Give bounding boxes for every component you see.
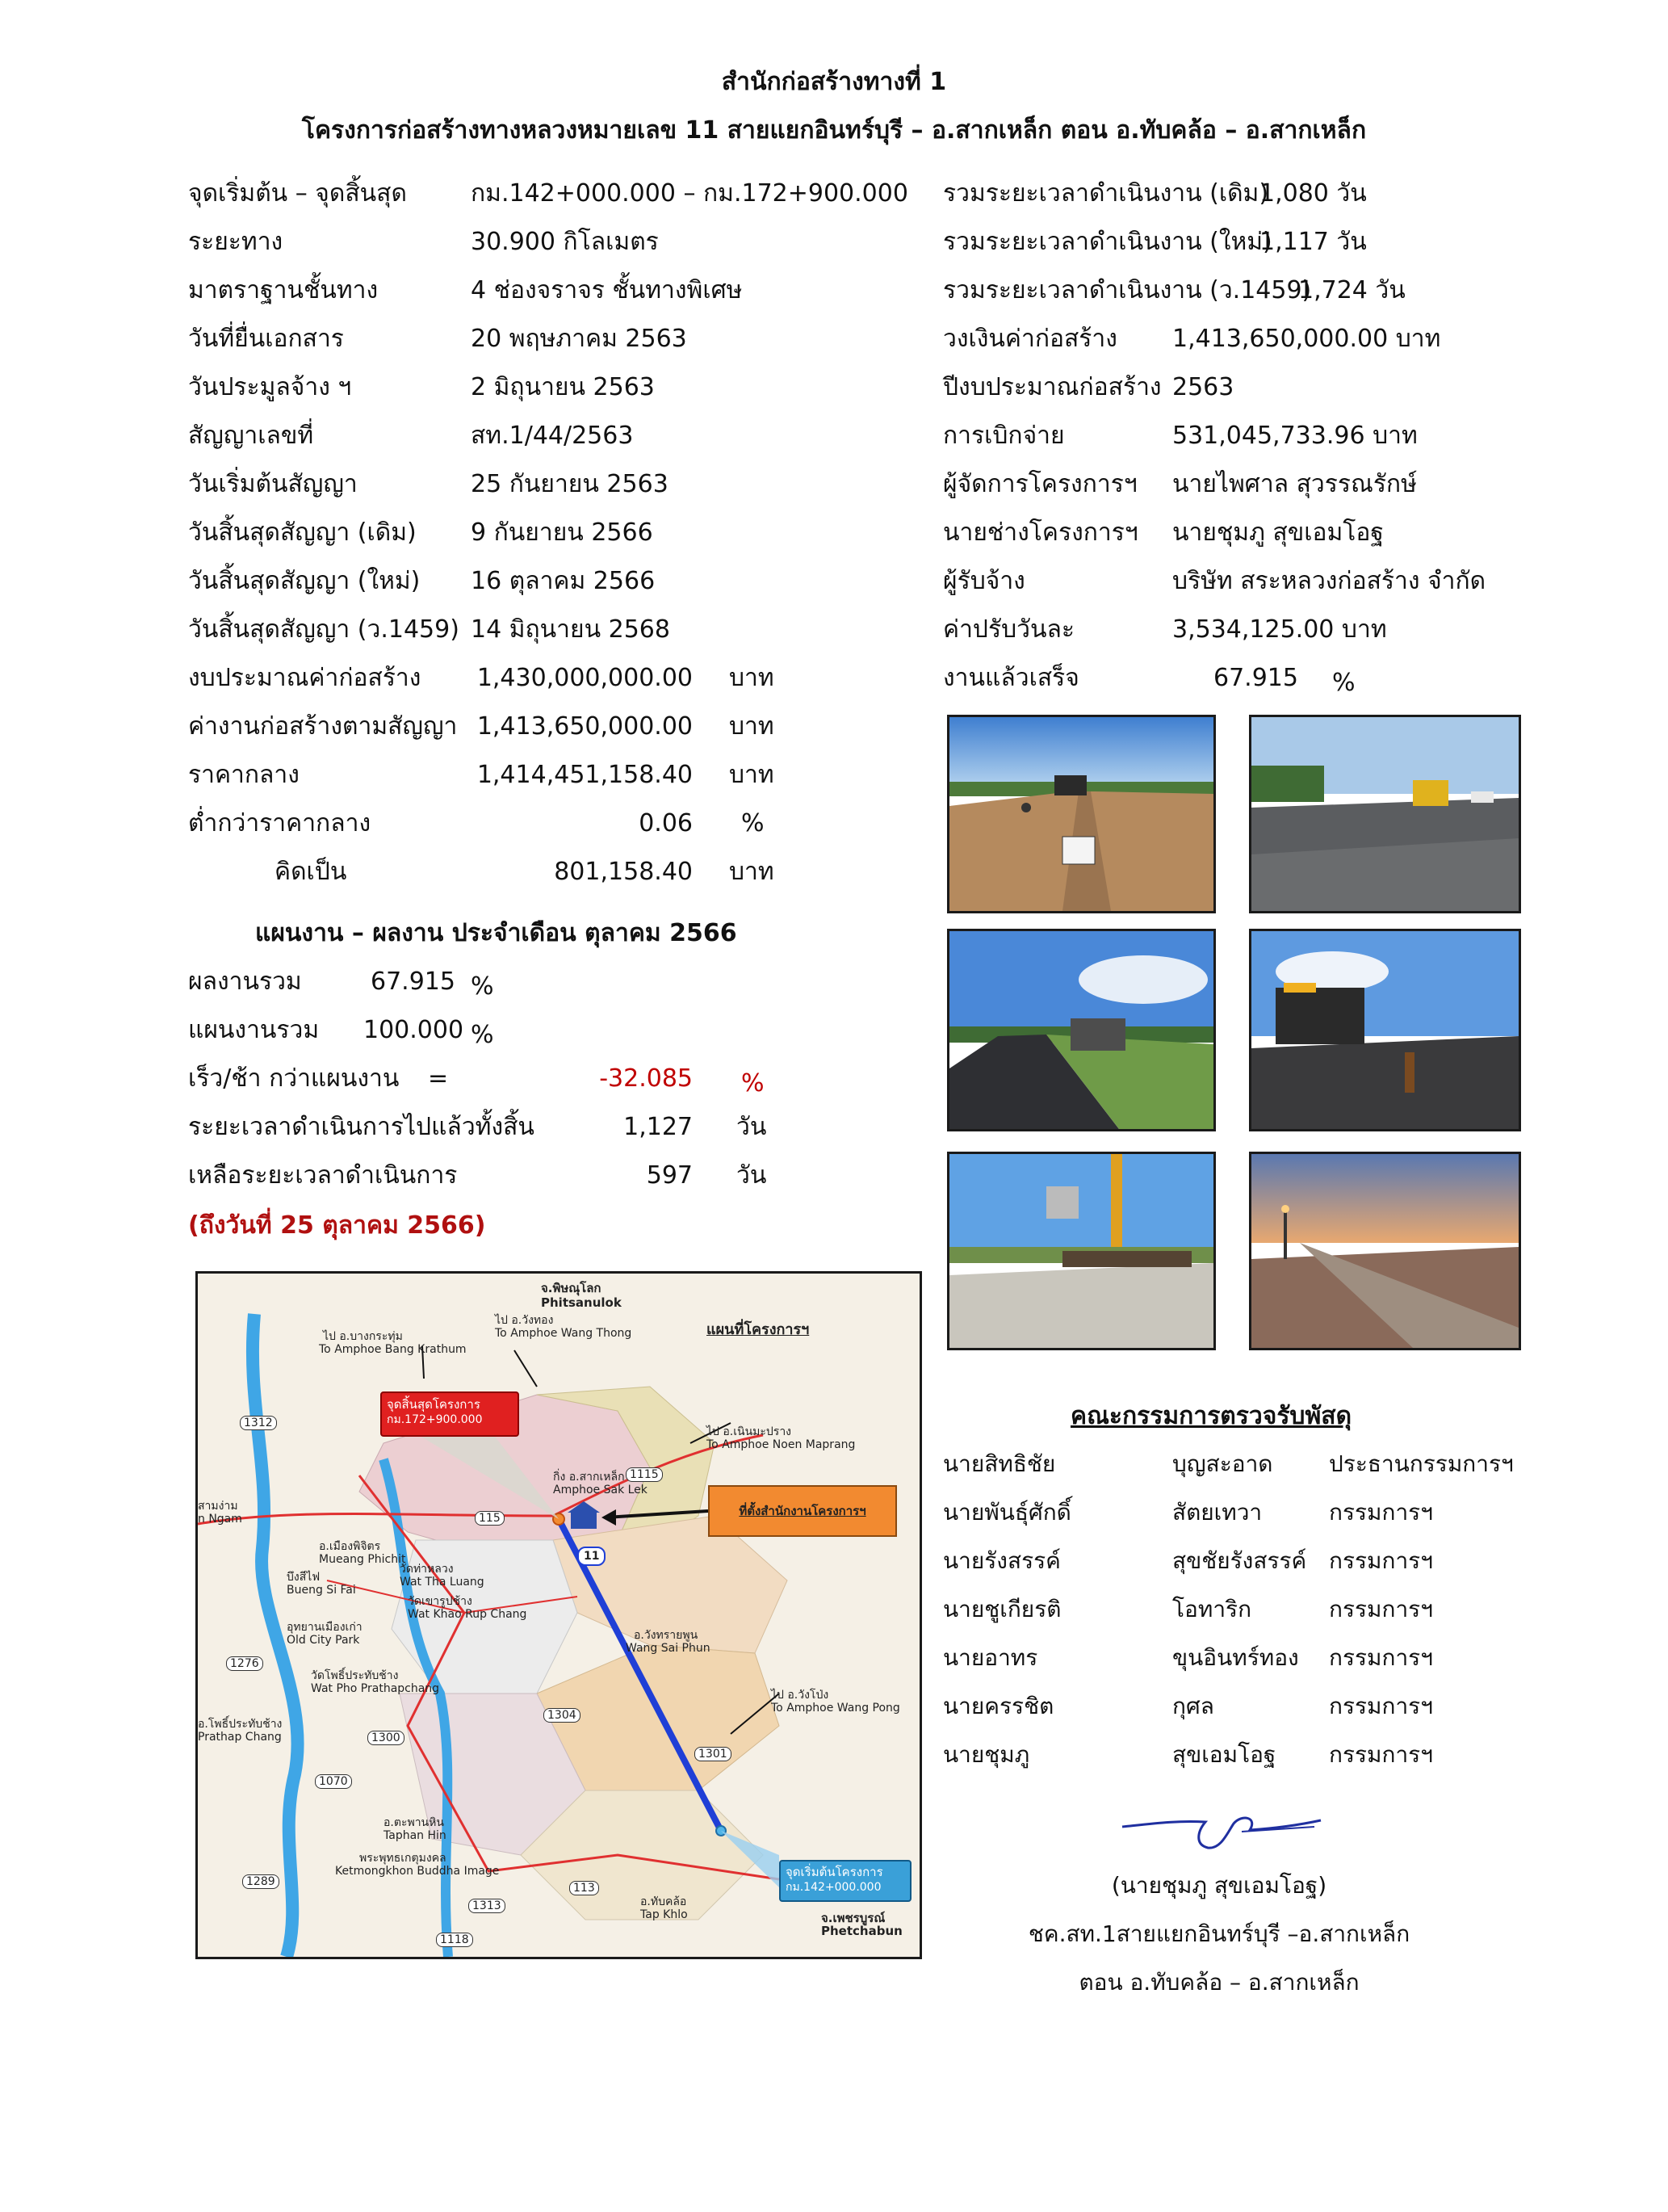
diff-label: เร็ว/ช้า กว่าแผนงาน — [188, 1064, 400, 1093]
route-shield: 1289 — [242, 1874, 279, 1889]
map-label: Wat Pho Prathapchang — [311, 1682, 440, 1695]
info-label: นายช่างโครงการฯ — [943, 518, 1138, 547]
project-office-label: ที่ตั้งสำนักงานโครงการฯ — [739, 1504, 866, 1518]
info-value: 1,724 วัน — [1298, 276, 1406, 304]
construction-photo-2 — [1249, 715, 1521, 913]
construction-photo-1 — [947, 715, 1216, 913]
budget-amount: 1,430,000,000.00 — [476, 664, 693, 692]
diff-eq: = — [428, 1064, 449, 1093]
route-shield: 1313 — [468, 1899, 505, 1913]
route-shield: 1276 — [226, 1656, 263, 1671]
member-role: กรรมการฯ — [1329, 1693, 1433, 1719]
info-label: วันประมูลจ้าง ฯ — [188, 373, 352, 401]
budget-amount: 0.06 — [639, 809, 693, 837]
project-end-km: กม.172+900.000 — [387, 1413, 483, 1426]
info-label: รวมระยะเวลาดำเนินงาน (ว.1459) — [943, 276, 1312, 304]
map-label: อ.ตะพานหิน — [383, 1816, 444, 1829]
remaining-label: เหลือระยะเวลาดำเนินการ — [188, 1161, 458, 1190]
actual-value: 67.915 — [371, 967, 455, 996]
member-first-name: นายพันธุ์ศักดิ์ — [943, 1499, 1071, 1526]
info-value: 3,534,125.00 บาท — [1172, 615, 1387, 644]
info-label: ผู้จัดการโครงการฯ — [943, 470, 1138, 498]
remaining-value: 597 — [646, 1161, 693, 1190]
member-last-name: สุขชัยรังสรรค์ — [1172, 1547, 1307, 1574]
map-label: อ.เมืองพิจิตร — [319, 1540, 381, 1553]
project-office-callout[interactable] — [708, 1485, 897, 1537]
map-label: Ketmongkhon Buddha Image — [335, 1865, 500, 1878]
map-label: อ.วังทรายพูน — [634, 1629, 698, 1642]
info-label: วันที่ยื่นเอกสาร — [188, 325, 344, 353]
info-value: 1,117 วัน — [1259, 228, 1367, 256]
map-label: Prathap Chang — [198, 1731, 282, 1744]
map-label: Amphoe Sak Lek — [553, 1484, 648, 1496]
member-last-name: ขุนอินทร์ทอง — [1172, 1644, 1299, 1671]
budget-unit: บาท — [729, 761, 774, 789]
map-label: ไป อ.วังโป่ง — [771, 1689, 829, 1702]
elapsed-unit: วัน — [736, 1113, 767, 1141]
map-label: วัดโพธิ์ประทับช้าง — [311, 1669, 399, 1682]
project-start-title: จุดเริ่มต้นโครงการ — [786, 1865, 883, 1879]
map-label: Phitsanulok — [541, 1295, 622, 1310]
construction-photo-5 — [947, 1152, 1216, 1350]
as-of-date: (ถึงวันที่ 25 ตุลาคม 2566) — [188, 1211, 486, 1240]
map-label: Bueng Si Fai — [287, 1584, 356, 1597]
project-end-callout[interactable] — [380, 1391, 519, 1437]
route-shield: 113 — [569, 1881, 599, 1895]
committee-title: คณะกรรมการตรวจรับพัสดุ — [1071, 1402, 1352, 1430]
plan-label: แผนงานรวม — [188, 1016, 320, 1044]
project-map[interactable] — [195, 1271, 922, 1959]
diff-unit: % — [741, 1069, 765, 1098]
info-value: 4 ช่องจราจร ชั้นทางพิเศษ — [471, 276, 743, 304]
member-first-name: นายครรชิต — [943, 1693, 1054, 1719]
map-label: To Amphoe Wang Thong — [495, 1327, 632, 1340]
elapsed-value: 1,127 — [623, 1113, 693, 1141]
completed-unit: % — [1332, 669, 1356, 697]
info-value: 1,080 วัน — [1259, 179, 1367, 208]
member-first-name: นายชูเกียรติ — [943, 1596, 1062, 1622]
budget-label: ค่างานก่อสร้างตามสัญญา — [188, 712, 458, 741]
route-shield: 11 — [577, 1547, 606, 1566]
info-value: 2 มิถุนายน 2563 — [471, 373, 655, 401]
map-label: n Ngam — [198, 1513, 242, 1526]
map-label: Wat Tha Luang — [400, 1576, 484, 1589]
member-role: กรรมการฯ — [1329, 1741, 1433, 1768]
signatory-name: (นายชุมภู สุขเอมโอฐ) — [1111, 1872, 1327, 1899]
member-role: กรรมการฯ — [1329, 1596, 1433, 1622]
map-label: จ.เพชรบูรณ์ — [821, 1911, 886, 1925]
info-value: 20 พฤษภาคม 2563 — [471, 325, 687, 353]
map-label: สามง่าม — [198, 1500, 238, 1513]
info-label: ผู้รับจ้าง — [943, 567, 1025, 595]
map-label: Wang Sai Phun — [626, 1642, 710, 1655]
map-label: ไป อ.เนินมะปราง — [706, 1425, 792, 1438]
member-first-name: นายอาทร — [943, 1644, 1038, 1671]
budget-unit: บาท — [729, 664, 774, 692]
member-first-name: นายชุมภู — [943, 1741, 1030, 1768]
info-label: วันเริ่มต้นสัญญา — [188, 470, 358, 498]
map-label: จ.พิษณุโลก — [541, 1281, 601, 1295]
map-label: พระพุทธเกตุมงคล — [359, 1852, 446, 1865]
map-label: To Amphoe Bang Krathum — [319, 1343, 467, 1356]
elapsed-label: ระยะเวลาดำเนินการไปแล้วทั้งสิ้น — [188, 1113, 534, 1141]
info-label: สัญญาเลขที่ — [188, 422, 314, 450]
route-shield: 1312 — [240, 1416, 277, 1430]
construction-photo-3 — [947, 929, 1216, 1131]
map-label: อ.โพธิ์ประทับช้าง — [198, 1718, 283, 1731]
remaining-unit: วัน — [736, 1161, 767, 1190]
member-last-name: บุญสะอาด — [1172, 1450, 1273, 1477]
map-label: วัดเขารูปช้าง — [408, 1595, 472, 1608]
project-end-title: จุดสิ้นสุดโครงการ — [387, 1397, 480, 1412]
budget-label: ต่ำกว่าราคากลาง — [188, 809, 371, 837]
member-role: ประธานกรรมการฯ — [1329, 1450, 1514, 1477]
map-label: ไป อ.บางกระทุ่ม — [323, 1330, 403, 1343]
project-title: โครงการก่อสร้างทางหลวงหมายเลข 11 สายแยกอินทร์บุรี – อ.สากเหล็ก ตอน อ.ทับคล้อ – อ.สากเหล็ก — [301, 116, 1367, 145]
info-value: นายชุมภู สุขเอมโอฐ — [1172, 518, 1384, 547]
member-role: กรรมการฯ — [1329, 1499, 1433, 1526]
signature-mark — [1121, 1803, 1322, 1859]
member-role: กรรมการฯ — [1329, 1644, 1433, 1671]
info-value: 531,045,733.96 บาท — [1172, 422, 1418, 450]
info-value: 2563 — [1172, 373, 1234, 401]
project-start-callout[interactable] — [779, 1860, 912, 1902]
info-value: 16 ตุลาคม 2566 — [471, 567, 656, 595]
completed-label: งานแล้วเสร็จ — [943, 664, 1079, 692]
budget-amount: 1,414,451,158.40 — [476, 761, 693, 789]
office-title: สำนักก่อสร้างทางที่ 1 — [721, 68, 947, 96]
info-value: นายไพศาล สุวรรณรักษ์ — [1172, 470, 1417, 498]
info-value: 1,413,650,000.00 บาท — [1172, 325, 1441, 353]
info-label: วันสิ้นสุดสัญญา (ใหม่) — [188, 567, 421, 595]
info-value: สท.1/44/2563 — [471, 422, 634, 450]
member-last-name: สุขเอมโอฐ — [1172, 1741, 1276, 1768]
info-label: จุดเริ่มต้น – จุดสิ้นสุด — [188, 179, 407, 208]
map-label: Taphan Hin — [383, 1829, 446, 1842]
info-label: รวมระยะเวลาดำเนินงาน (เดิม) — [943, 179, 1269, 208]
map-label: To Amphoe Wang Pong — [771, 1702, 900, 1715]
signatory-position: ชค.สท.1สายแยกอินทร์บุรี –อ.สากเหล็ก — [1028, 1920, 1410, 1947]
route-shield: 1301 — [694, 1747, 731, 1761]
budget-label: คิดเป็น — [275, 858, 347, 886]
budget-label: งบประมาณค่าก่อสร้าง — [188, 664, 421, 692]
actual-label: ผลงานรวม — [188, 967, 302, 996]
map-label: Old City Park — [287, 1634, 360, 1647]
info-label: ค่าปรับวันละ — [943, 615, 1075, 644]
map-label: วัดท่าหลวง — [400, 1563, 454, 1576]
map-label: บึงสีไฟ — [287, 1571, 321, 1584]
route-shield: 115 — [475, 1511, 505, 1526]
info-value: กม.142+000.000 – กม.172+900.000 — [471, 179, 908, 208]
info-value: บริษัท สระหลวงก่อสร้าง จำกัด — [1172, 567, 1486, 595]
plan-unit: % — [471, 1021, 494, 1049]
route-shield: 1300 — [367, 1731, 404, 1745]
member-last-name: โอทาริก — [1172, 1596, 1252, 1622]
info-label: วงเงินค่าก่อสร้าง — [943, 325, 1117, 353]
route-shield: 1118 — [436, 1933, 473, 1947]
info-label: ปีงบประมาณก่อสร้าง — [943, 373, 1162, 401]
route-shield: 1304 — [543, 1708, 580, 1723]
map-label: ไป อ.วังทอง — [495, 1314, 554, 1327]
map-label: อ.ทับคล้อ — [640, 1895, 687, 1908]
actual-unit: % — [471, 972, 494, 1001]
completed-value: 67.915 — [1213, 664, 1298, 692]
diff-value: -32.085 — [599, 1064, 693, 1093]
info-label: มาตราฐานชั้นทาง — [188, 276, 379, 304]
construction-photo-6 — [1249, 1152, 1521, 1350]
member-first-name: นายสิทธิชัย — [943, 1450, 1056, 1477]
map-label: อุทยานเมืองเก่า — [287, 1621, 363, 1634]
info-value: 14 มิถุนายน 2568 — [471, 615, 670, 644]
budget-unit: บาท — [729, 858, 774, 886]
plan-value: 100.000 — [363, 1016, 464, 1044]
member-last-name: กุศล — [1172, 1693, 1214, 1719]
member-last-name: สัตยเทวา — [1172, 1499, 1263, 1526]
construction-photo-4 — [1249, 929, 1521, 1131]
project-start-km: กม.142+000.000 — [786, 1881, 882, 1894]
map-label: กิ่ง อ.สากเหล็ก — [553, 1471, 625, 1484]
budget-unit: บาท — [729, 712, 774, 741]
progress-title: แผนงาน – ผลงาน ประจำเดือน ตุลาคม 2566 — [255, 919, 737, 947]
info-label: ระยะทาง — [188, 228, 283, 256]
signatory-section: ตอน อ.ทับคล้อ – อ.สากเหล็ก — [1079, 1969, 1360, 1996]
map-title: แผนที่โครงการฯ — [706, 1321, 810, 1338]
budget-unit: % — [741, 809, 765, 837]
info-label: รวมระยะเวลาดำเนินงาน (ใหม่) — [943, 228, 1272, 256]
info-label: วันสิ้นสุดสัญญา (ว.1459) — [188, 615, 459, 644]
map-label: Tap Khlo — [640, 1908, 688, 1921]
route-shield: 1070 — [315, 1774, 352, 1789]
route-shield: 1115 — [626, 1467, 663, 1482]
map-label: Wat Khao Rup Chang — [408, 1608, 527, 1621]
info-label: วันสิ้นสุดสัญญา (เดิม) — [188, 518, 417, 547]
info-value: 30.900 กิโลเมตร — [471, 228, 659, 256]
member-first-name: นายรังสรรค์ — [943, 1547, 1061, 1574]
info-label: การเบิกจ่าย — [943, 422, 1065, 450]
map-label: Phetchabun — [821, 1924, 903, 1938]
map-label: Mueang Phichit — [319, 1553, 406, 1566]
member-role: กรรมการฯ — [1329, 1547, 1433, 1574]
info-value: 25 กันยายน 2563 — [471, 470, 668, 498]
budget-label: ราคากลาง — [188, 761, 300, 789]
budget-amount: 801,158.40 — [554, 858, 693, 886]
budget-amount: 1,413,650,000.00 — [476, 712, 693, 741]
info-value: 9 กันยายน 2566 — [471, 518, 653, 547]
map-label: To Amphoe Noen Maprang — [706, 1438, 856, 1451]
